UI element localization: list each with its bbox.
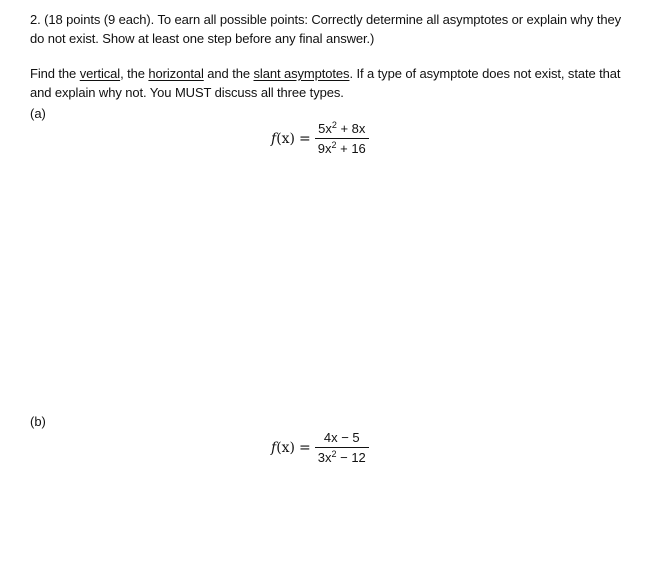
- part-b-formula: [271, 430, 369, 465]
- comma-the-text: , the: [120, 66, 145, 81]
- instructions-rest: . If a type of asymptote does not exist, state that and explain why not. You MUST discuss all three types.: [30, 66, 621, 100]
- find-text: Find the: [30, 66, 77, 81]
- task-instructions: [30, 64, 630, 102]
- function-name: [271, 131, 295, 147]
- function-name: [271, 440, 295, 456]
- denominator-rest: + 16: [336, 141, 366, 156]
- problem-header: [30, 10, 630, 48]
- denominator: [315, 447, 369, 465]
- numerator-rest: + 8x: [336, 121, 366, 136]
- numerator-term: 4x − 5: [323, 430, 360, 445]
- problem-number: 2.: [30, 12, 41, 27]
- function-argument: (x): [276, 439, 296, 456]
- part-a-formula: [271, 121, 369, 156]
- and-the-text: and the: [207, 66, 250, 81]
- fraction: [315, 430, 369, 465]
- slant-term: slant asymptotes: [253, 66, 350, 81]
- function-argument: (x): [276, 130, 296, 147]
- problem-instruction: To earn all possible points: Correctly determine all asymptotes or explain why they do not exist. Show at least one step before any final answer.): [30, 12, 622, 46]
- fraction: [315, 121, 369, 156]
- denominator-exponent: 2: [331, 140, 337, 150]
- part-b-label: (b): [30, 414, 46, 429]
- equals-sign: =: [299, 439, 311, 456]
- denominator: [315, 138, 369, 156]
- denominator-exponent: 2: [331, 449, 337, 459]
- function-symbol: f: [271, 439, 277, 456]
- numerator: [321, 430, 363, 447]
- horizontal-term: horizontal: [148, 66, 204, 81]
- part-a-label: (a): [30, 106, 46, 121]
- numerator: [315, 121, 368, 138]
- function-symbol: f: [271, 130, 277, 147]
- numerator-term: 5x: [318, 121, 332, 136]
- vertical-term: vertical: [79, 66, 121, 81]
- denominator-term: 3x: [317, 450, 332, 465]
- denominator-term: 9x: [317, 141, 332, 156]
- equals-sign: =: [299, 130, 311, 147]
- numerator-exponent: 2: [331, 120, 337, 130]
- denominator-rest: − 12: [336, 450, 366, 465]
- problem-points: (18 points (9 each).: [44, 12, 155, 27]
